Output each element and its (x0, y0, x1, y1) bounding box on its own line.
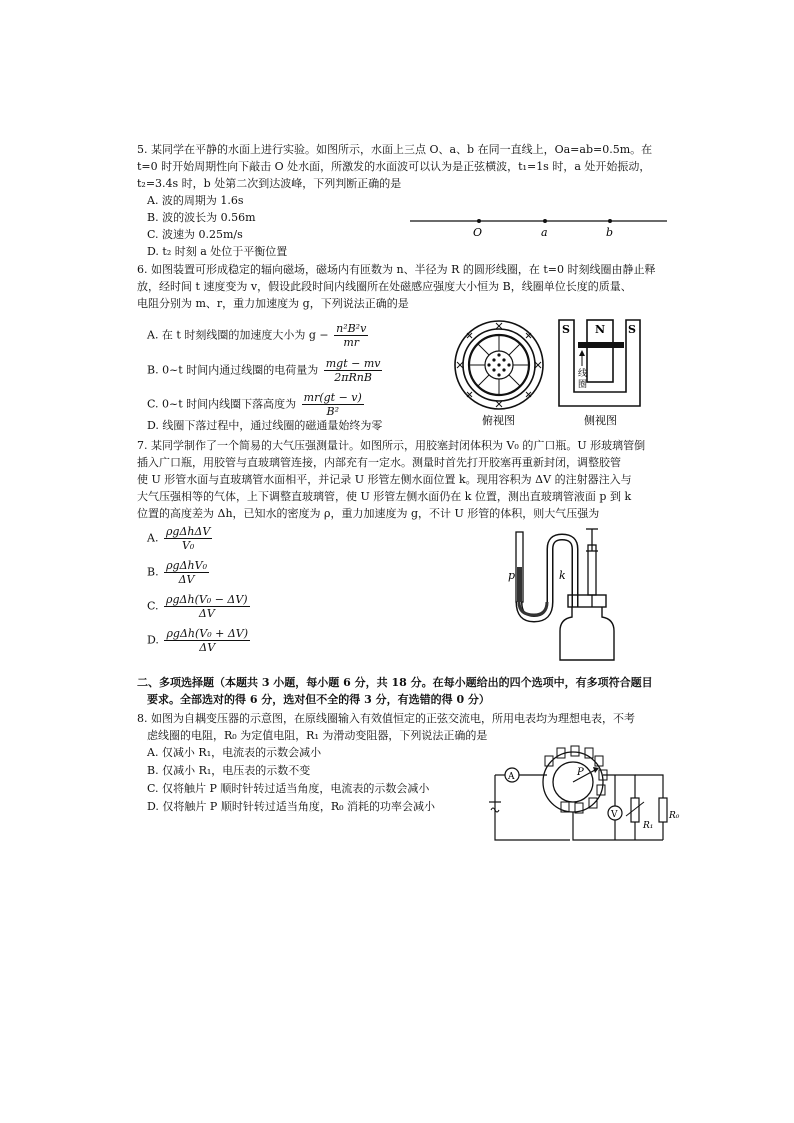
q7-option-a-denominator: V₀ (181, 539, 195, 553)
q6-option-a-text: A. 在 t 时刻线圈的加速度大小为 g − (147, 328, 329, 342)
label-p: p (508, 569, 516, 582)
q6-option-b-denominator: 2πRnB (334, 371, 372, 385)
q7-option-a-label: A. (147, 531, 159, 545)
q6-option-c[interactable] (147, 391, 364, 418)
q6-option-a[interactable] (147, 322, 368, 349)
q8-stem-line-2: 虑线圈的电阻，R₀ 为定值电阻，R₁ 为滑动变阻器，下列说法正确的是 (147, 729, 488, 742)
q6-stem-line-2: 放，经时间 t 速度变为 v，假设此段时间内线圈所在处磁感应强度大小恒为 B，线圈单位长度的质量、 (137, 280, 632, 293)
q6-side-view-figure (556, 318, 646, 428)
section-2-line-2: 要求。全部选对的得 6 分，选对但不全的得 3 分，有选错的得 0 分） (147, 693, 490, 706)
q5-option-d[interactable]: D. t₂ 时刻 a 处位于平衡位置 (147, 245, 288, 258)
q6-option-c-fraction (302, 391, 364, 418)
q7-option-a[interactable] (147, 525, 212, 552)
q7-barometer-figure (500, 527, 635, 665)
q6-option-c-denominator: B² (326, 405, 339, 419)
q7-stem-line-2: 插入广口瓶，用胶管与直玻璃管连接，内部充有一定水。测量时首先打开胶塞再重新封闭，调整胶管 (137, 456, 621, 469)
q6-option-b[interactable] (147, 357, 382, 384)
q6-option-c-numerator: mr(gt − v) (303, 391, 362, 404)
q7-option-d-numerator: ρgΔh(V₀ + ΔV) (166, 627, 249, 640)
r1-label: R₁ (643, 821, 654, 831)
q7-option-c[interactable] (147, 593, 250, 620)
q6-stem-line-3: 电阻分别为 m、r，重力加速度为 g，下列说法正确的是 (137, 297, 409, 310)
q7-option-c-label: C. (147, 599, 159, 613)
q6-option-d[interactable]: D. 线圈下落过程中，通过线圈的磁通量始终为零 (147, 419, 383, 432)
q7-option-d-label: D. (147, 633, 159, 647)
q7-stem-line-4: 大气压强相等的气体，上下调整直玻璃管，使 U 形管左侧水面仍在 k 位置，测出直玻璃管液面 p 到 k (137, 490, 632, 503)
q8-option-d[interactable]: D. 仅将触片 P 顺时针转过适当角度，R₀ 消耗的功率会减小 (147, 800, 436, 813)
q6-option-a-fraction (334, 322, 368, 349)
q5-option-c[interactable]: C. 波速为 0.25m/s (147, 228, 243, 241)
q6-option-b-fraction (324, 357, 383, 384)
side-view-label: 侧视图 (584, 414, 617, 427)
q8-stem-line-1: 8. 如图为自耦变压器的示意图，在原线圈输入有效值恒定的正弦交流电，所用电表均为理想电表，不考 (137, 712, 635, 725)
q5-stem-line-3: t₂=3.4s 时，b 处第二次到达波峰，下列判断正确的是 (137, 177, 402, 190)
q7-option-c-fraction (164, 593, 250, 620)
q6-option-b-text: B. 0~t 时间内通过线圈的电荷量为 (147, 363, 319, 377)
top-view-label: 俯视图 (482, 414, 515, 427)
q7-option-c-denominator: ΔV (198, 607, 215, 621)
section-2-line-1: 二、多项选择题（本题共 3 小题，每小题 6 分，共 18 分。在每小题给出的四个选项中，有多项符合题目 (137, 676, 653, 689)
label-k: k (559, 569, 566, 582)
q7-option-d-denominator: ΔV (199, 641, 216, 655)
q6-option-a-denominator: mr (343, 336, 360, 350)
q8-option-a[interactable]: A. 仅减小 R₁，电流表的示数会减小 (147, 746, 322, 759)
q5-option-b[interactable]: B. 波的波长为 0.56m (147, 211, 256, 224)
coil-label-2: 圈 (578, 380, 588, 390)
label-b: b (606, 226, 614, 239)
q6-top-view-figure (452, 318, 548, 428)
r0-label: R₀ (669, 811, 680, 821)
q7-option-d[interactable] (147, 627, 250, 654)
label-a: a (541, 226, 548, 239)
q7-option-d-fraction (164, 627, 250, 654)
q7-stem-line-3: 使 U 形管水面与直玻璃管水面相平，并记录 U 形管左侧水面位置 k。现用容积为 ΔV 的注射器注入与 (137, 473, 632, 486)
q6-option-a-numerator: n²B²v (336, 322, 367, 335)
q5-wave-figure (405, 210, 675, 240)
coil-label-1: 线 (578, 369, 588, 379)
q5-stem-line-1: 5. 某同学在平静的水面上进行实验。如图所示，水面上三点 O、a、b 在同一直线上，Oa=ab=0.5m。在 (137, 143, 653, 156)
q5-option-a[interactable]: A. 波的周期为 1.6s (147, 194, 244, 207)
side-letter-s-left: S (562, 323, 570, 336)
q7-option-a-numerator: ρgΔhΔV (165, 525, 211, 538)
voltmeter-label: V (611, 810, 618, 820)
side-letter-s-right: S (628, 323, 636, 336)
q8-transformer-circuit-figure (485, 740, 685, 850)
q7-option-b-label: B. (147, 565, 159, 579)
q7-option-b-numerator: ρgΔhV₀ (166, 559, 207, 572)
side-letter-n: N (595, 323, 606, 336)
q8-option-b[interactable]: B. 仅减小 R₁，电压表的示数不变 (147, 764, 311, 777)
q7-stem-line-1: 7. 某同学制作了一个简易的大气压强测量计。如图所示，用胶塞封闭体积为 V₀ 的广口瓶。U 形玻璃管倒 (137, 439, 646, 452)
q5-stem-line-2: t=0 时开始周期性向下敲击 O 处水面，所激发的水面波可以认为是正弦横波，t₁=1s 时，a 处开始振动， (137, 160, 651, 173)
q7-option-b[interactable] (147, 559, 209, 586)
q8-option-c[interactable]: C. 仅将触片 P 顺时针转过适当角度，电流表的示数会减小 (147, 782, 430, 795)
q7-option-b-denominator: ΔV (178, 573, 195, 587)
q7-option-a-fraction (164, 525, 212, 552)
q6-stem-line-1: 6. 如图装置可形成稳定的辐向磁场，磁场内有匝数为 n、半径为 R 的圆形线圈，在 t=0 时刻线圈由静止释 (137, 263, 656, 276)
q7-stem-line-5: 位置的高度差为 Δh，已知水的密度为 ρ，重力加速度为 g，不计 U 形管的体积，则大气压强为 (137, 507, 600, 520)
ammeter-label: A (508, 772, 515, 782)
q6-option-b-numerator: mgt − mv (325, 357, 381, 370)
label-o: O (473, 226, 483, 239)
slider-label: P (577, 767, 584, 778)
q6-option-c-text: C. 0~t 时间内线圈下落高度为 (147, 397, 297, 411)
q7-option-b-fraction (164, 559, 209, 586)
q7-option-c-numerator: ρgΔh(V₀ − ΔV) (166, 593, 248, 606)
